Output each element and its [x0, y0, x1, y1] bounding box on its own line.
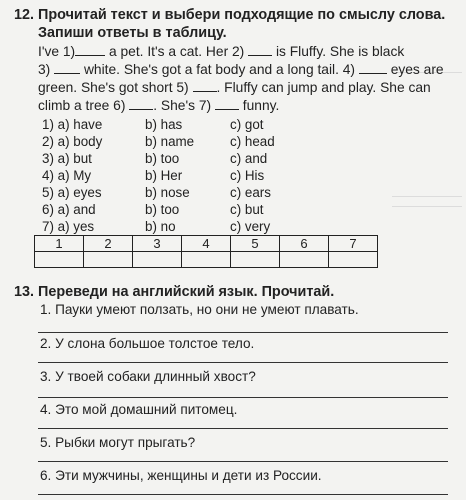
answer-header-5: 5 — [231, 236, 280, 252]
option-4b[interactable]: b) Her — [145, 168, 183, 183]
passage-text: green. She's got short 5) — [38, 80, 193, 95]
answer-line-4[interactable] — [38, 428, 448, 429]
answer-table-input-row — [35, 252, 378, 268]
answer-line-1[interactable] — [38, 332, 448, 333]
answer-cell-5[interactable] — [231, 252, 280, 268]
passage-line-2 — [38, 61, 444, 79]
task-12-subtitle: Запиши ответы в таблицу. — [38, 25, 227, 41]
task-13-title: 13. Переведи на английский язык. Прочитай. — [14, 284, 335, 300]
answer-header-7: 7 — [329, 236, 378, 252]
answer-cell-3[interactable] — [133, 252, 182, 268]
option-2c[interactable]: c) head — [230, 134, 275, 149]
blank-5[interactable] — [193, 79, 217, 92]
answer-line-6[interactable] — [38, 494, 448, 495]
answer-header-1: 1 — [35, 236, 84, 252]
option-6c[interactable]: c) but — [230, 202, 264, 217]
option-3b[interactable]: b) too — [145, 151, 180, 166]
translate-item-6: 6. Эти мужчины, женщины и дети из России. — [40, 468, 322, 483]
option-1c[interactable]: c) got — [230, 117, 264, 132]
translate-item-3: 3. У твоей собаки длинный хвост? — [40, 369, 256, 384]
blank-2[interactable] — [248, 43, 272, 56]
answer-cell-4[interactable] — [182, 252, 231, 268]
passage-text: a pet. It's a cat. Her 2) — [105, 44, 249, 59]
bleed-through-line — [392, 196, 462, 197]
passage-text: . She's 7) — [153, 98, 215, 113]
answer-header-6: 6 — [280, 236, 329, 252]
option-7c[interactable]: c) very — [230, 219, 271, 234]
task-12-title: 12. Прочитай текст и выбери подходящие по смыслу слова. — [14, 7, 446, 23]
translate-item-2: 2. У слона большое толстое тело. — [40, 336, 255, 351]
option-4a[interactable]: 4) a) My — [42, 168, 92, 183]
passage-text: I've 1) — [38, 44, 76, 59]
answer-header-4: 4 — [182, 236, 231, 252]
option-3c[interactable]: c) and — [230, 151, 268, 166]
option-1a[interactable]: 1) a) have — [42, 117, 103, 132]
option-2a[interactable]: 2) a) body — [42, 134, 103, 149]
answer-cell-6[interactable] — [280, 252, 329, 268]
answer-table — [34, 235, 378, 268]
translate-item-4: 4. Это мой домашний питомец. — [40, 402, 238, 417]
passage-line-3 — [38, 79, 431, 97]
option-3a[interactable]: 3) a) but — [42, 151, 92, 166]
passage-line-1 — [38, 43, 404, 61]
passage-text: climb a tree 6) — [38, 98, 130, 113]
blank-1[interactable] — [75, 43, 105, 56]
passage-text: white. She's got a fat body and a long tail. 4) — [80, 62, 359, 77]
answer-header-2: 2 — [84, 236, 133, 252]
option-5a[interactable]: 5) a) eyes — [42, 185, 102, 200]
option-5b[interactable]: b) nose — [145, 185, 190, 200]
blank-3[interactable] — [54, 61, 80, 74]
answer-cell-7[interactable] — [329, 252, 378, 268]
passage-text: is Fluffy. She is black — [272, 44, 405, 59]
blank-6[interactable] — [129, 97, 153, 110]
option-6a[interactable]: 6) a) and — [42, 202, 96, 217]
answer-line-3[interactable] — [38, 397, 448, 398]
answer-cell-1[interactable] — [35, 252, 84, 268]
translate-item-5: 5. Рыбки могут прыгать? — [40, 435, 196, 450]
option-7a[interactable]: 7) a) yes — [42, 219, 95, 234]
option-1b[interactable]: b) has — [145, 117, 183, 132]
answer-cell-2[interactable] — [84, 252, 133, 268]
passage-text: funny. — [238, 98, 280, 113]
passage-line-4 — [38, 97, 279, 115]
answer-table-header-row — [35, 236, 378, 252]
answer-header-3: 3 — [133, 236, 182, 252]
option-7b[interactable]: b) no — [145, 219, 176, 234]
answer-line-5[interactable] — [38, 461, 448, 462]
option-2b[interactable]: b) name — [145, 134, 195, 149]
blank-4[interactable] — [359, 61, 387, 74]
blank-7[interactable] — [215, 97, 239, 110]
option-5c[interactable]: c) ears — [230, 185, 271, 200]
translate-item-1: 1. Пауки умеют ползать, но они не умеют плавать. — [40, 302, 359, 317]
answer-line-2[interactable] — [38, 362, 448, 363]
passage-text: eyes are — [386, 62, 444, 77]
option-6b[interactable]: b) too — [145, 202, 180, 217]
option-4c[interactable]: c) His — [230, 168, 265, 183]
bleed-through-line — [392, 206, 462, 207]
passage-text: 3) — [38, 62, 55, 77]
passage-text: . Fluffy can jump and play. She can — [216, 80, 431, 95]
